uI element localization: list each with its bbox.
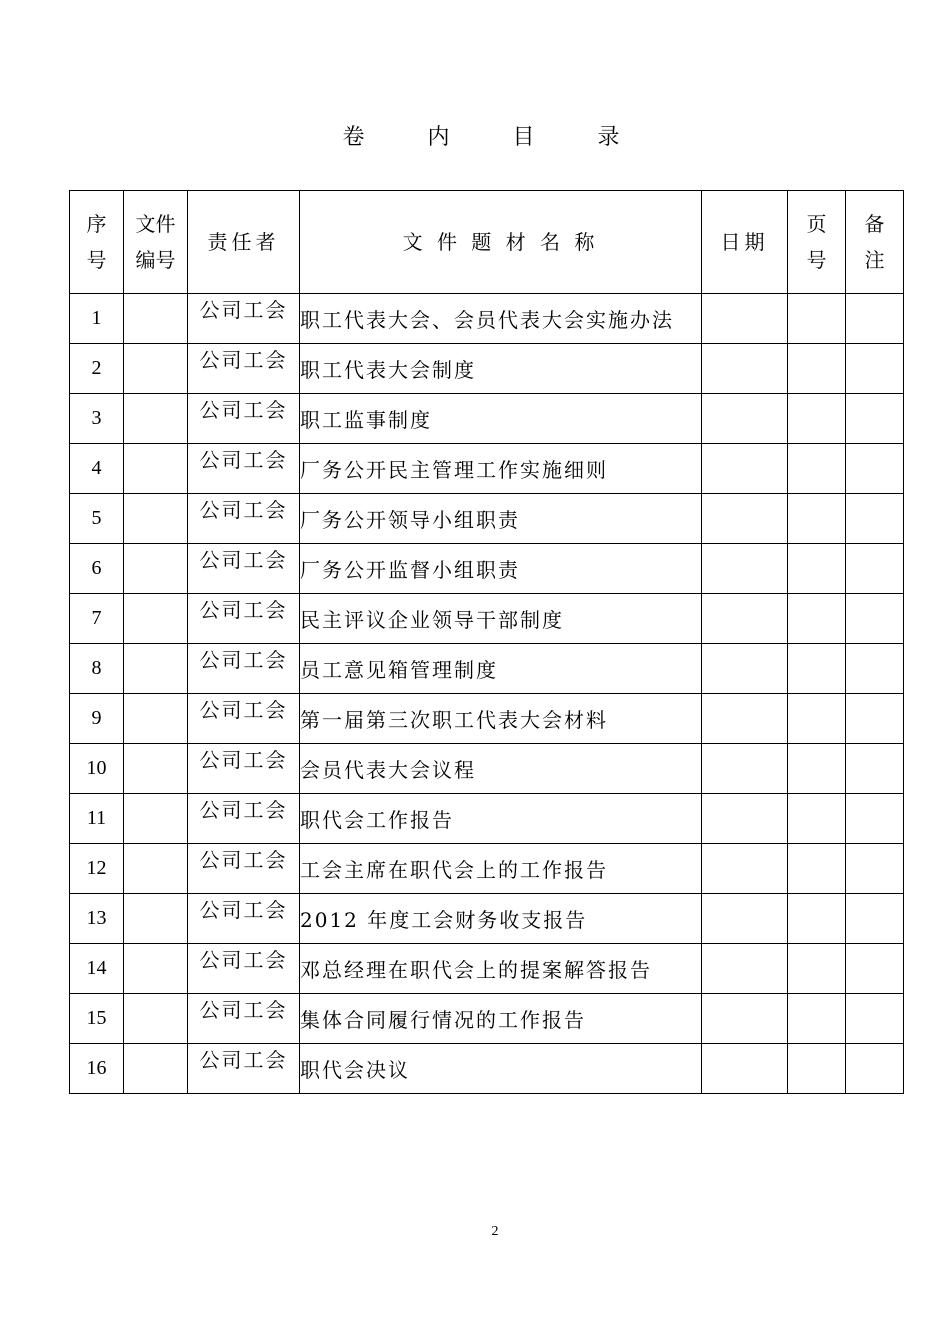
- row-name: 职工监事制度: [300, 394, 702, 444]
- row-date: [702, 744, 788, 794]
- row-page: [788, 544, 846, 594]
- row-page: [788, 794, 846, 844]
- row-date: [702, 594, 788, 644]
- row-name: 职工代表大会制度: [300, 344, 702, 394]
- row-name: 厂务公开民主管理工作实施细则: [300, 444, 702, 494]
- row-remark: [846, 844, 904, 894]
- row-page: [788, 944, 846, 994]
- row-seq: 9: [70, 694, 124, 744]
- row-file-no: [124, 294, 188, 344]
- row-author: 公司工会: [188, 794, 300, 844]
- row-author: 公司工会: [188, 644, 300, 694]
- row-name: 2012 年度工会财务收支报告: [300, 894, 702, 944]
- row-remark: [846, 594, 904, 644]
- row-date: [702, 394, 788, 444]
- row-seq: 2: [70, 344, 124, 394]
- row-seq: 15: [70, 994, 124, 1044]
- row-remark: [846, 544, 904, 594]
- row-author: 公司工会: [188, 1044, 300, 1094]
- row-name: 邓总经理在职代会上的提案解答报告: [300, 944, 702, 994]
- row-page: [788, 744, 846, 794]
- row-page: [788, 894, 846, 944]
- header-name: 文 件 题 材 名 称: [300, 191, 702, 294]
- table-row: [70, 894, 904, 944]
- row-author: 公司工会: [188, 544, 300, 594]
- row-name: 工会主席在职代会上的工作报告: [300, 844, 702, 894]
- row-date: [702, 544, 788, 594]
- row-page: [788, 344, 846, 394]
- row-name: 集体合同履行情况的工作报告: [300, 994, 702, 1044]
- table-row: [70, 844, 904, 894]
- row-author: 公司工会: [188, 294, 300, 344]
- row-file-no: [124, 544, 188, 594]
- page-number: 2: [491, 1224, 499, 1239]
- row-date: [702, 844, 788, 894]
- row-page: [788, 1044, 846, 1094]
- row-seq: 8: [70, 644, 124, 694]
- row-seq: 13: [70, 894, 124, 944]
- row-remark: [846, 944, 904, 994]
- row-page: [788, 644, 846, 694]
- header-author: 责任者: [188, 191, 300, 294]
- row-name: 职代会工作报告: [300, 794, 702, 844]
- row-name: 厂务公开监督小组职责: [300, 544, 702, 594]
- row-name: 职工代表大会、会员代表大会实施办法: [300, 294, 702, 344]
- row-page: [788, 994, 846, 1044]
- row-date: [702, 944, 788, 994]
- row-date: [702, 494, 788, 544]
- row-file-no: [124, 794, 188, 844]
- table-row: [70, 644, 904, 694]
- row-name: 第一届第三次职工代表大会材料: [300, 694, 702, 744]
- table-row: [70, 294, 904, 344]
- row-file-no: [124, 494, 188, 544]
- row-file-no: [124, 594, 188, 644]
- table-row: [70, 444, 904, 494]
- table-row: [70, 744, 904, 794]
- row-date: [702, 894, 788, 944]
- row-file-no: [124, 444, 188, 494]
- row-date: [702, 294, 788, 344]
- row-file-no: [124, 744, 188, 794]
- row-seq: 14: [70, 944, 124, 994]
- row-name: 民主评议企业领导干部制度: [300, 594, 702, 644]
- row-remark: [846, 444, 904, 494]
- catalog-table: [69, 190, 904, 1094]
- table-body: [70, 294, 904, 1094]
- row-file-no: [124, 994, 188, 1044]
- row-page: [788, 594, 846, 644]
- page-title: 卷 内 目 录: [342, 125, 648, 150]
- row-seq: 1: [70, 294, 124, 344]
- row-name: 会员代表大会议程: [300, 744, 702, 794]
- row-author: 公司工会: [188, 694, 300, 744]
- table-row: [70, 794, 904, 844]
- table-row: [70, 994, 904, 1044]
- row-page: [788, 394, 846, 444]
- row-remark: [846, 344, 904, 394]
- row-seq: 11: [70, 794, 124, 844]
- row-file-no: [124, 944, 188, 994]
- row-page: [788, 494, 846, 544]
- row-file-no: [124, 344, 188, 394]
- row-author: 公司工会: [188, 944, 300, 994]
- row-remark: [846, 894, 904, 944]
- row-author: 公司工会: [188, 894, 300, 944]
- table-row: [70, 594, 904, 644]
- row-seq: 3: [70, 394, 124, 444]
- header-file-no: 文件 编号: [124, 191, 188, 294]
- row-page: [788, 694, 846, 744]
- header-date: 日期: [702, 191, 788, 294]
- row-seq: 16: [70, 1044, 124, 1094]
- table-row: [70, 394, 904, 444]
- table-row: [70, 544, 904, 594]
- row-date: [702, 694, 788, 744]
- row-date: [702, 994, 788, 1044]
- table-row: [70, 344, 904, 394]
- row-remark: [846, 294, 904, 344]
- row-remark: [846, 994, 904, 1044]
- row-page: [788, 844, 846, 894]
- row-remark: [846, 744, 904, 794]
- header-remark: 备 注: [846, 191, 904, 294]
- row-author: 公司工会: [188, 744, 300, 794]
- row-file-no: [124, 394, 188, 444]
- row-seq: 10: [70, 744, 124, 794]
- table-row: [70, 944, 904, 994]
- row-date: [702, 644, 788, 694]
- header-seq: 序 号: [70, 191, 124, 294]
- header-row: [70, 191, 904, 294]
- row-seq: 12: [70, 844, 124, 894]
- row-remark: [846, 1044, 904, 1094]
- row-author: 公司工会: [188, 444, 300, 494]
- row-author: 公司工会: [188, 494, 300, 544]
- header-page: 页 号: [788, 191, 846, 294]
- row-author: 公司工会: [188, 844, 300, 894]
- row-file-no: [124, 644, 188, 694]
- row-page: [788, 294, 846, 344]
- row-seq: 5: [70, 494, 124, 544]
- row-page: [788, 444, 846, 494]
- row-name: 员工意见箱管理制度: [300, 644, 702, 694]
- row-remark: [846, 694, 904, 744]
- row-author: 公司工会: [188, 594, 300, 644]
- row-seq: 6: [70, 544, 124, 594]
- row-file-no: [124, 694, 188, 744]
- row-remark: [846, 644, 904, 694]
- row-remark: [846, 494, 904, 544]
- row-remark: [846, 394, 904, 444]
- row-seq: 4: [70, 444, 124, 494]
- row-date: [702, 794, 788, 844]
- row-date: [702, 444, 788, 494]
- row-name: 职代会决议: [300, 1044, 702, 1094]
- row-file-no: [124, 844, 188, 894]
- row-file-no: [124, 1044, 188, 1094]
- row-remark: [846, 794, 904, 844]
- row-author: 公司工会: [188, 994, 300, 1044]
- row-file-no: [124, 894, 188, 944]
- table-row: [70, 1044, 904, 1094]
- row-date: [702, 1044, 788, 1094]
- row-author: 公司工会: [188, 344, 300, 394]
- row-seq: 7: [70, 594, 124, 644]
- row-author: 公司工会: [188, 394, 300, 444]
- table-row: [70, 694, 904, 744]
- row-name: 厂务公开领导小组职责: [300, 494, 702, 544]
- table-row: [70, 494, 904, 544]
- row-date: [702, 344, 788, 394]
